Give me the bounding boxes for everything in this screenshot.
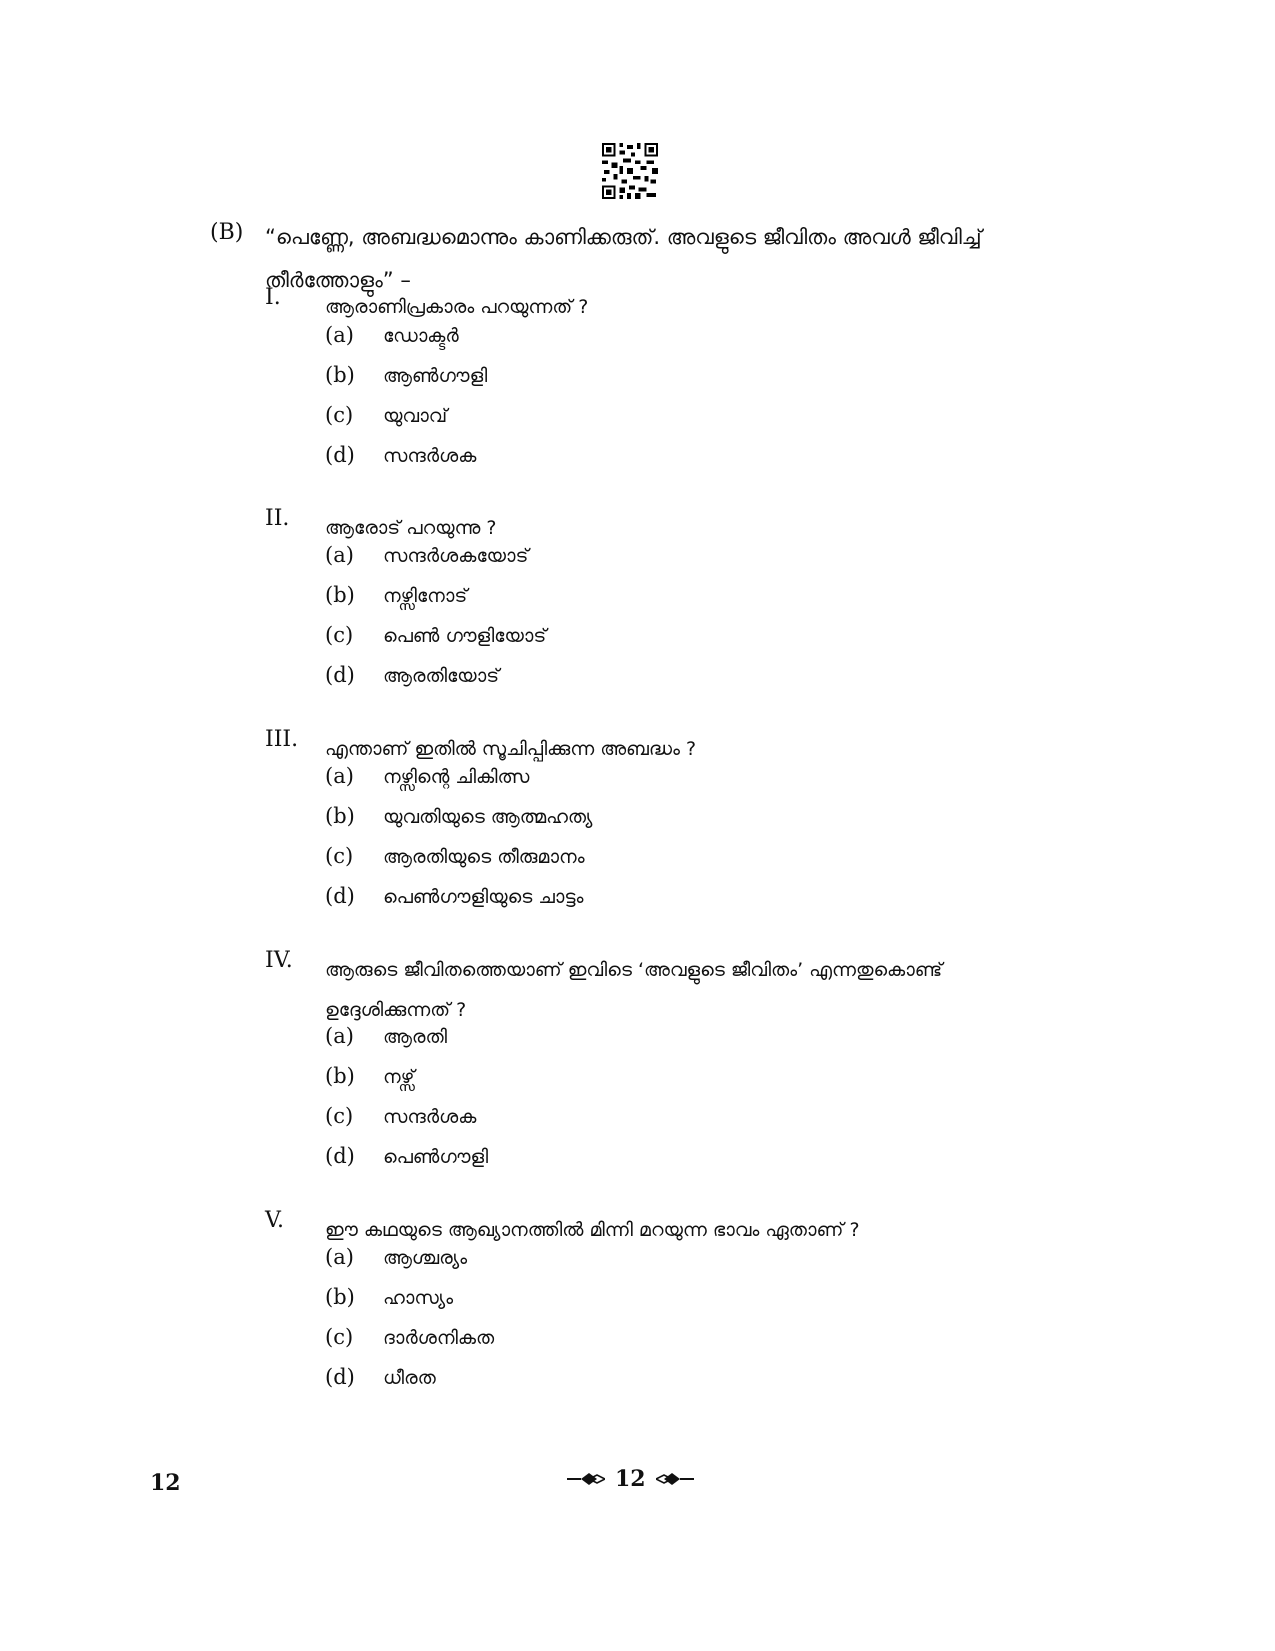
- option-text: ഹാസ്യം: [383, 1287, 454, 1309]
- option-text: നഴ്സിന്റെ ചികിത്സ: [383, 766, 530, 788]
- option-text: സന്ദർശക: [383, 445, 477, 467]
- option-text: സന്ദർശകയോട്: [383, 545, 529, 567]
- option-label: (a): [325, 1245, 354, 1269]
- option-label: (d): [325, 443, 355, 467]
- option-label: (d): [325, 663, 355, 687]
- option-label: (b): [325, 363, 355, 387]
- ornament-left-icon: [567, 1471, 605, 1487]
- option-text: യുവതിയുടെ ആത്മഹത്യ: [383, 806, 593, 828]
- option-text: പെൺഗൗളി: [383, 1146, 489, 1168]
- option-label: (c): [325, 623, 354, 647]
- question-text: ആരാണിപ്രകാരം പറയുന്നത് ?: [325, 296, 589, 318]
- option-text: ആരതിയുടെ തീരുമാനം: [383, 846, 585, 868]
- option-text: ധീരത: [383, 1367, 436, 1389]
- option-label: (c): [325, 844, 354, 868]
- option-text: ആരതി: [383, 1026, 448, 1048]
- ornament-right-icon: [656, 1471, 694, 1487]
- option-text: സന്ദർശക: [383, 1106, 477, 1128]
- option-label: (d): [325, 884, 355, 908]
- question-text: ആരോട് പറയുന്നു ?: [325, 517, 497, 539]
- option-label: (a): [325, 543, 354, 567]
- question-text: എന്താണ് ഇതിൽ സൂചിപ്പിക്കുന്ന അബദ്ധം ?: [325, 738, 697, 760]
- option-text: യുവാവ്: [383, 405, 448, 427]
- question-number: V.: [265, 1208, 285, 1233]
- option-label: (b): [325, 1285, 355, 1309]
- part-label: (B): [210, 220, 244, 245]
- option-label: (a): [325, 1024, 354, 1048]
- option-text: ദാർശനികത: [383, 1327, 495, 1349]
- question-text: ഈ കഥയുടെ ആഖ്യാനത്തിൽ മിന്നി മറയുന്ന ഭാവം ഏതാണ് ?: [325, 1219, 860, 1241]
- question-number: III.: [265, 727, 299, 752]
- option-label: (b): [325, 804, 355, 828]
- footer-number: 12: [615, 1466, 646, 1492]
- option-label: (c): [325, 1325, 354, 1349]
- option-text: ആരതിയോട്: [383, 665, 500, 687]
- option-text: നഴ്സിനോട്: [383, 585, 468, 607]
- option-label: (a): [325, 764, 354, 788]
- option-label: (a): [325, 323, 354, 347]
- question-text: ആരുടെ ജീവിതത്തെയാണ് ഇവിടെ ‘അവളുടെ ജീവിതം’ എന്നതുകൊണ്ട് ഉദ്ദേശിക്കുന്നത് ?: [325, 959, 943, 1021]
- page-number: 12: [150, 1470, 181, 1496]
- option-label: (b): [325, 1064, 355, 1088]
- footer-page-number: [567, 1466, 694, 1492]
- option-text: ഡോക്ടർ: [383, 325, 459, 347]
- option-label: (d): [325, 1365, 355, 1389]
- option-text: പെൺ ഗൗളിയോട്: [383, 625, 547, 647]
- question-number: II.: [265, 506, 290, 531]
- quote-text: “പെണ്ണേ, അബദ്ധമൊന്നും കാണിക്കരുത്. അവളുടെ ജീവിതം അവൾ ജീവിച്ച് തീർത്തോളും” –: [265, 225, 982, 292]
- qr-code: [602, 143, 658, 199]
- question-number: I.: [265, 285, 281, 310]
- option-text: പെൺഗൗളിയുടെ ചാട്ടം: [383, 886, 584, 908]
- option-text: ആൺഗൗളി: [383, 365, 488, 387]
- question-number: IV.: [265, 948, 293, 973]
- option-label: (d): [325, 1144, 355, 1168]
- option-label: (b): [325, 583, 355, 607]
- option-label: (c): [325, 1104, 354, 1128]
- option-label: (c): [325, 403, 354, 427]
- option-text: ആശ്ചര്യം: [383, 1247, 468, 1269]
- option-text: നഴ്സ്: [383, 1066, 415, 1088]
